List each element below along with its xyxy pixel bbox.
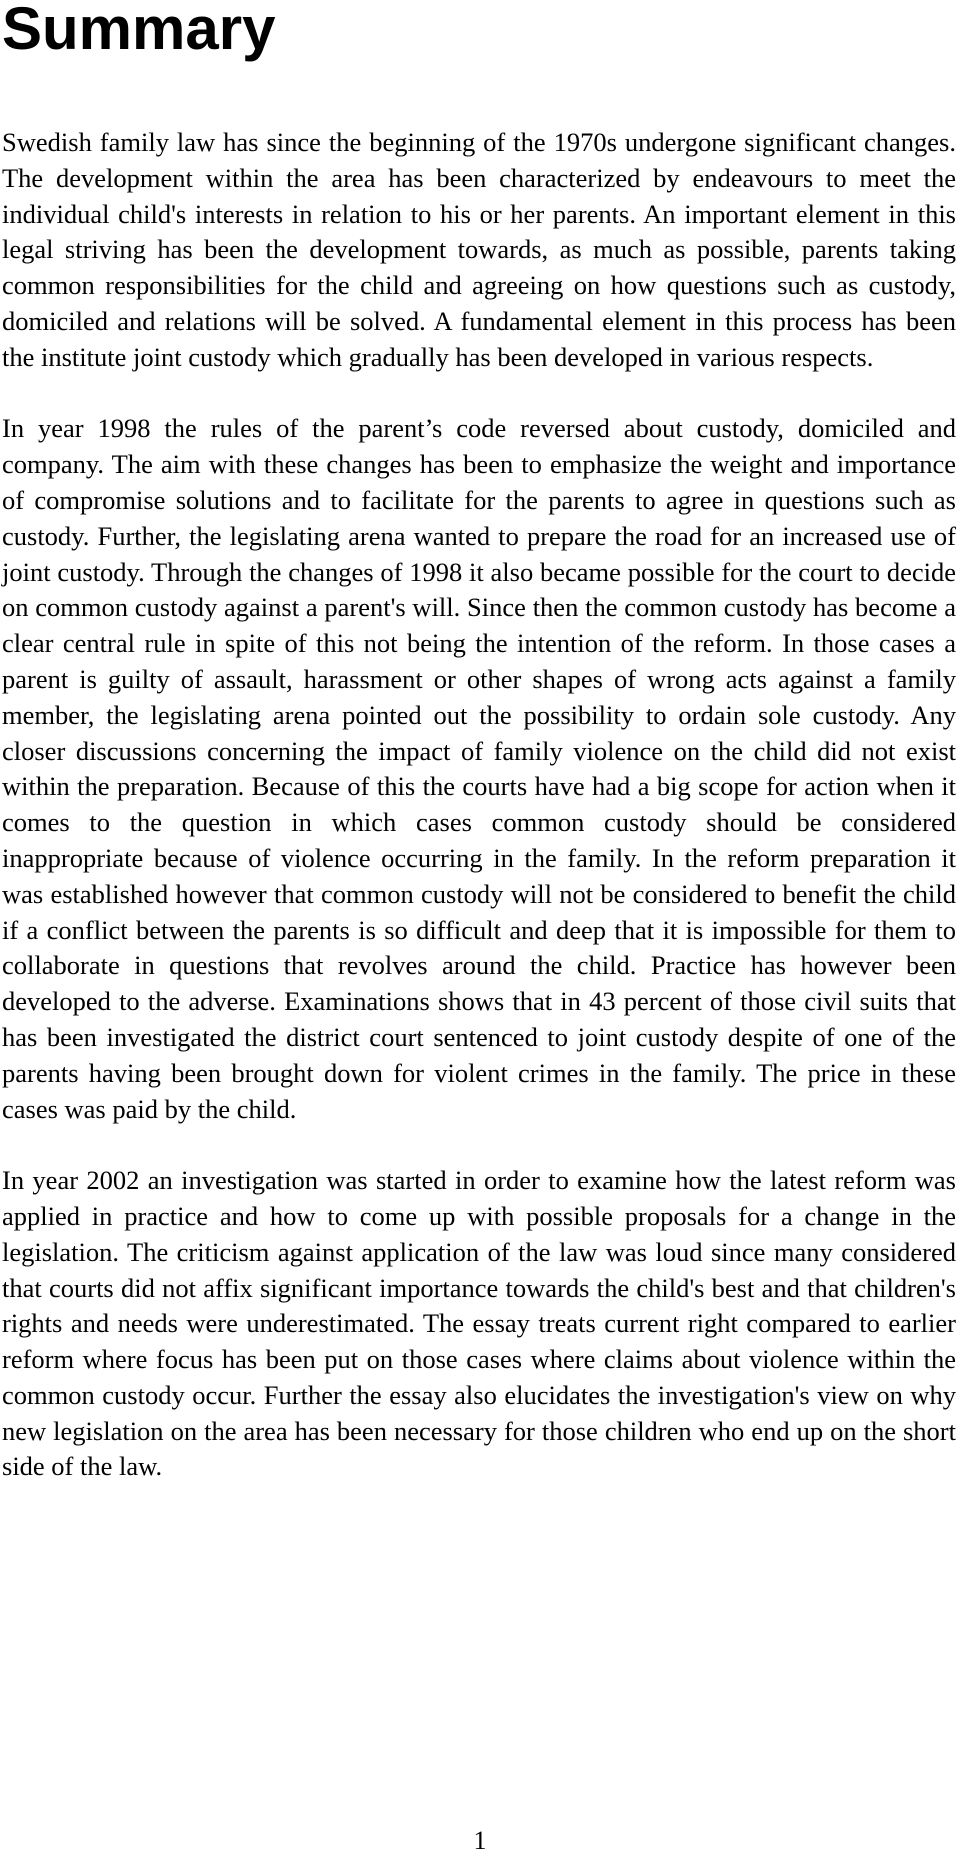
page-title: Summary [2,0,276,62]
page-number: 1 [473,1826,487,1855]
paragraph-1: Swedish family law has since the beginning of the 1970s undergone significant changes. The development within the area has been characterized by endeavours to meet the individual child's interests in relation to his or her parents. An important element in this legal striving has been the development towards, as much as possible, parents taking common responsibilities for the child and agreeing on how questions such as custody, domiciled and relations will be solved. A fundamental element in this process has been the institute joint custody which gradually has been developed in various respects. [2,127,956,372]
summary-body [2,125,956,1521]
paragraph-2: In year 1998 the rules of the parent’s code reversed about custody, domiciled and company. The aim with these changes has been to emphasize the weight and importance of compromise solutions and to facilitate for the parents to agree in questions such as custody. Further, the legislating arena wanted to prepare the road for an increased use of joint custody. Through the changes of 1998 it also became possible for the court to decide on common custody against a parent's will. Since then the common custody has become a clear central rule in spite of this not being the intention of the reform. In those cases a parent is guilty of assault, harassment or other shapes of wrong acts against a family member, the legislating arena pointed out the possibility to ordain sole custody. Any closer discussions concerning the impact of family violence on the child did not exist within the preparation. Because of this the courts have had a big scope for action when it comes to the question in which cases common custody should be considered inappropriate because of violence occurring in the family. In the reform preparation it was established however that common custody will not be considered to benefit the child if a conflict between the parents is so difficult and deep that it is impossible for them to collaborate in questions that revolves around the child. Practice has however been developed to the adverse. Examinations shows that in 43 percent of those civil suits that has been investigated the district court sentenced to joint custody despite of one of the parents having been brought down for violent crimes in the family. The price in these cases was paid by the child. [2,413,956,1124]
paragraph-3: In year 2002 an investigation was started in order to examine how the latest reform was applied in practice and how to come up with possible proposals for a change in the legislation. The criticism against application of the law was loud since many considered that courts did not affix significant importance towards the child's best and that children's rights and needs were underestimated. The essay treats current right compared to earlier reform where focus has been put on those cases where claims about violence within the common custody occur. Further the essay also elucidates the investigation's view on why new legislation on the area has been necessary for those children who end up on the short side of the law. [2,1165,956,1482]
